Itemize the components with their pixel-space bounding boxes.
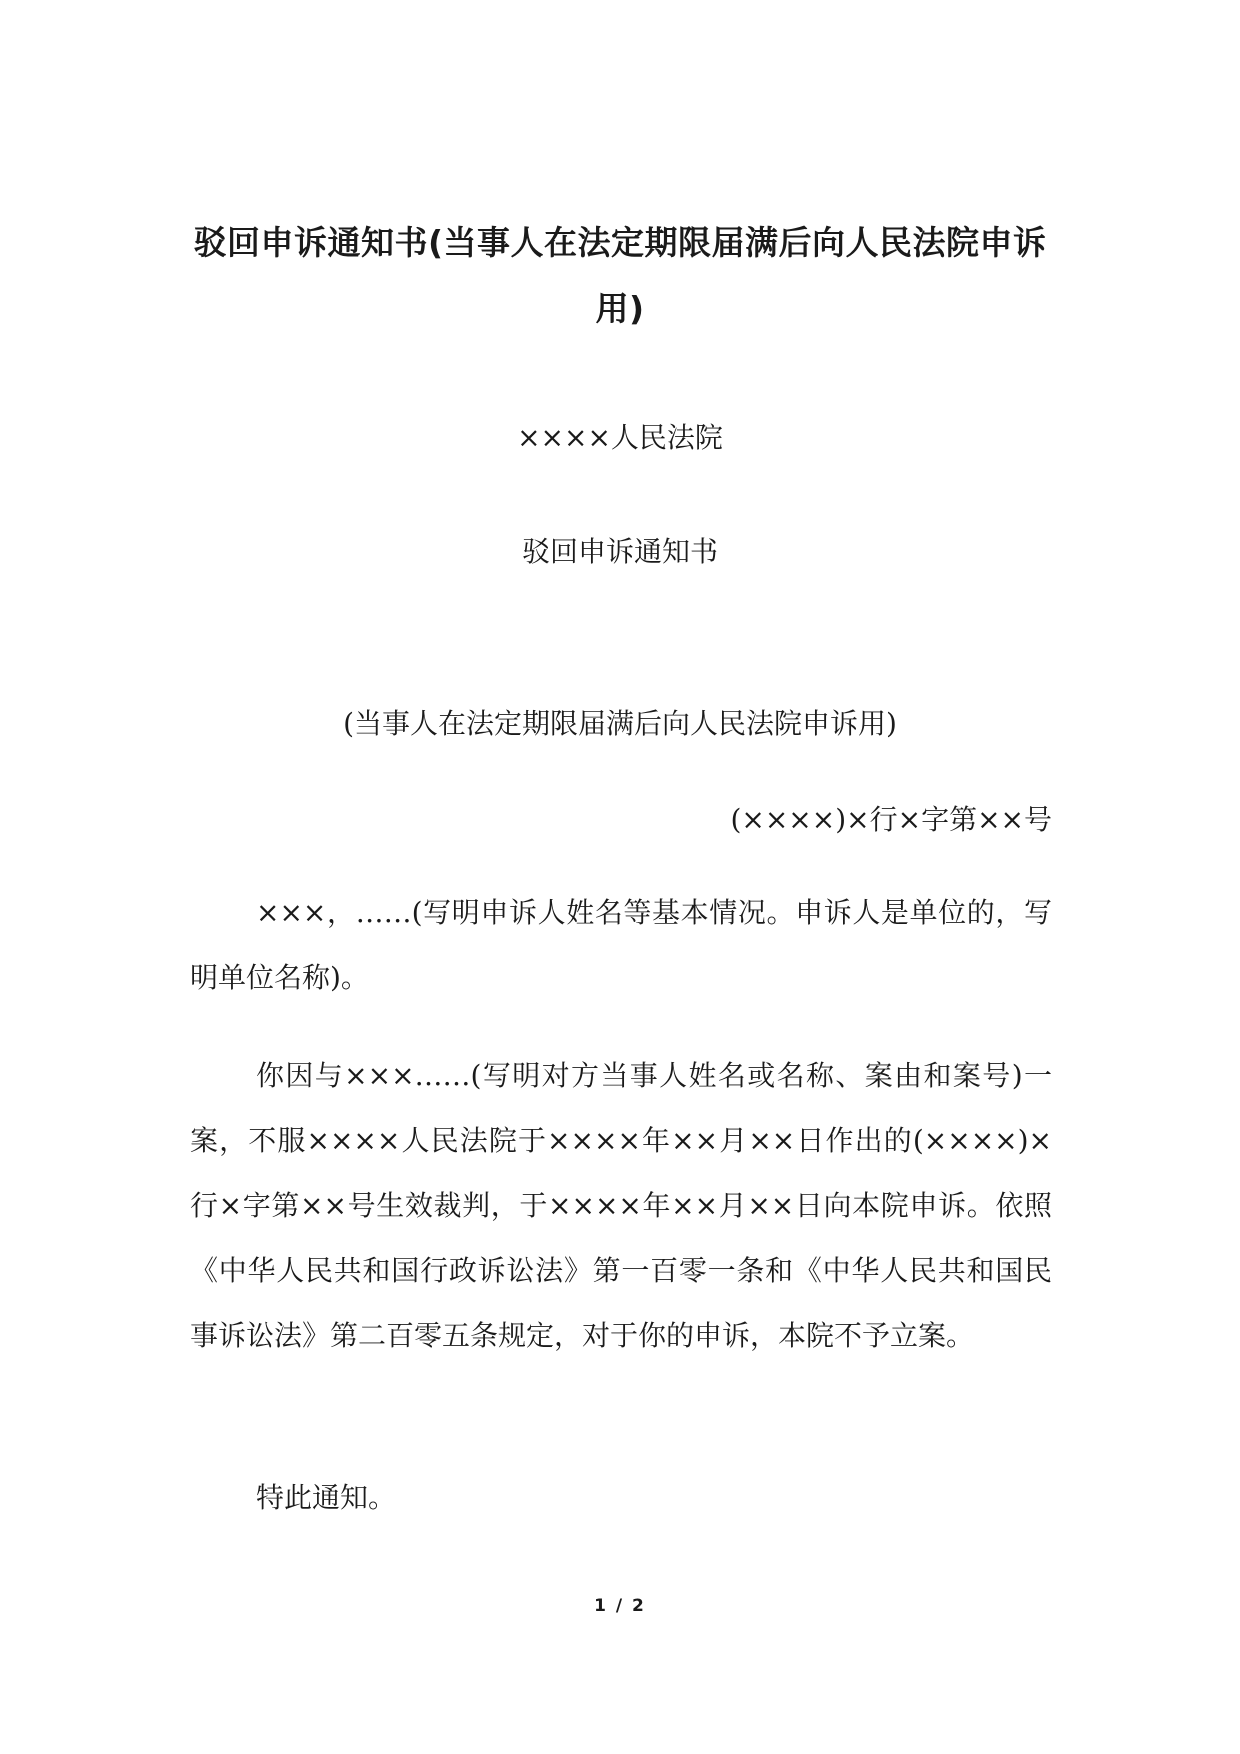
notice-name: 驳回申诉通知书: [521, 535, 718, 568]
page-number: 1 / 2: [594, 1596, 646, 1616]
court-name: ××××人民法院: [517, 421, 723, 454]
paragraph-body: 你因与×××……(写明对方当事人姓名或名称、案由和案号)一案，不服××××人民法院于××××年××月××日作出的(××××)×行×字第××号生效裁判，于××××年××月××日向本院申诉。依照《中华人民共和国行政诉讼法》第一百零一条和《中华人民共和国民事诉讼法》第二百零五条规定，对于你的申诉，本院不予立案。: [190, 1059, 1052, 1352]
paragraph-appellant: ×××，……(写明申诉人姓名等基本情况。申诉人是单位的，写明单位名称)。: [190, 896, 1052, 994]
paragraph-closing: 特此通知。: [256, 1481, 397, 1514]
document-title: 驳回申诉通知书(当事人在法定期限届满后向人民法院申诉用): [193, 223, 1047, 328]
usage-subtitle: (当事人在法定期限届满后向人民法院申诉用): [343, 707, 897, 740]
case-number: (××××)×行×字第××号: [730, 803, 1052, 836]
